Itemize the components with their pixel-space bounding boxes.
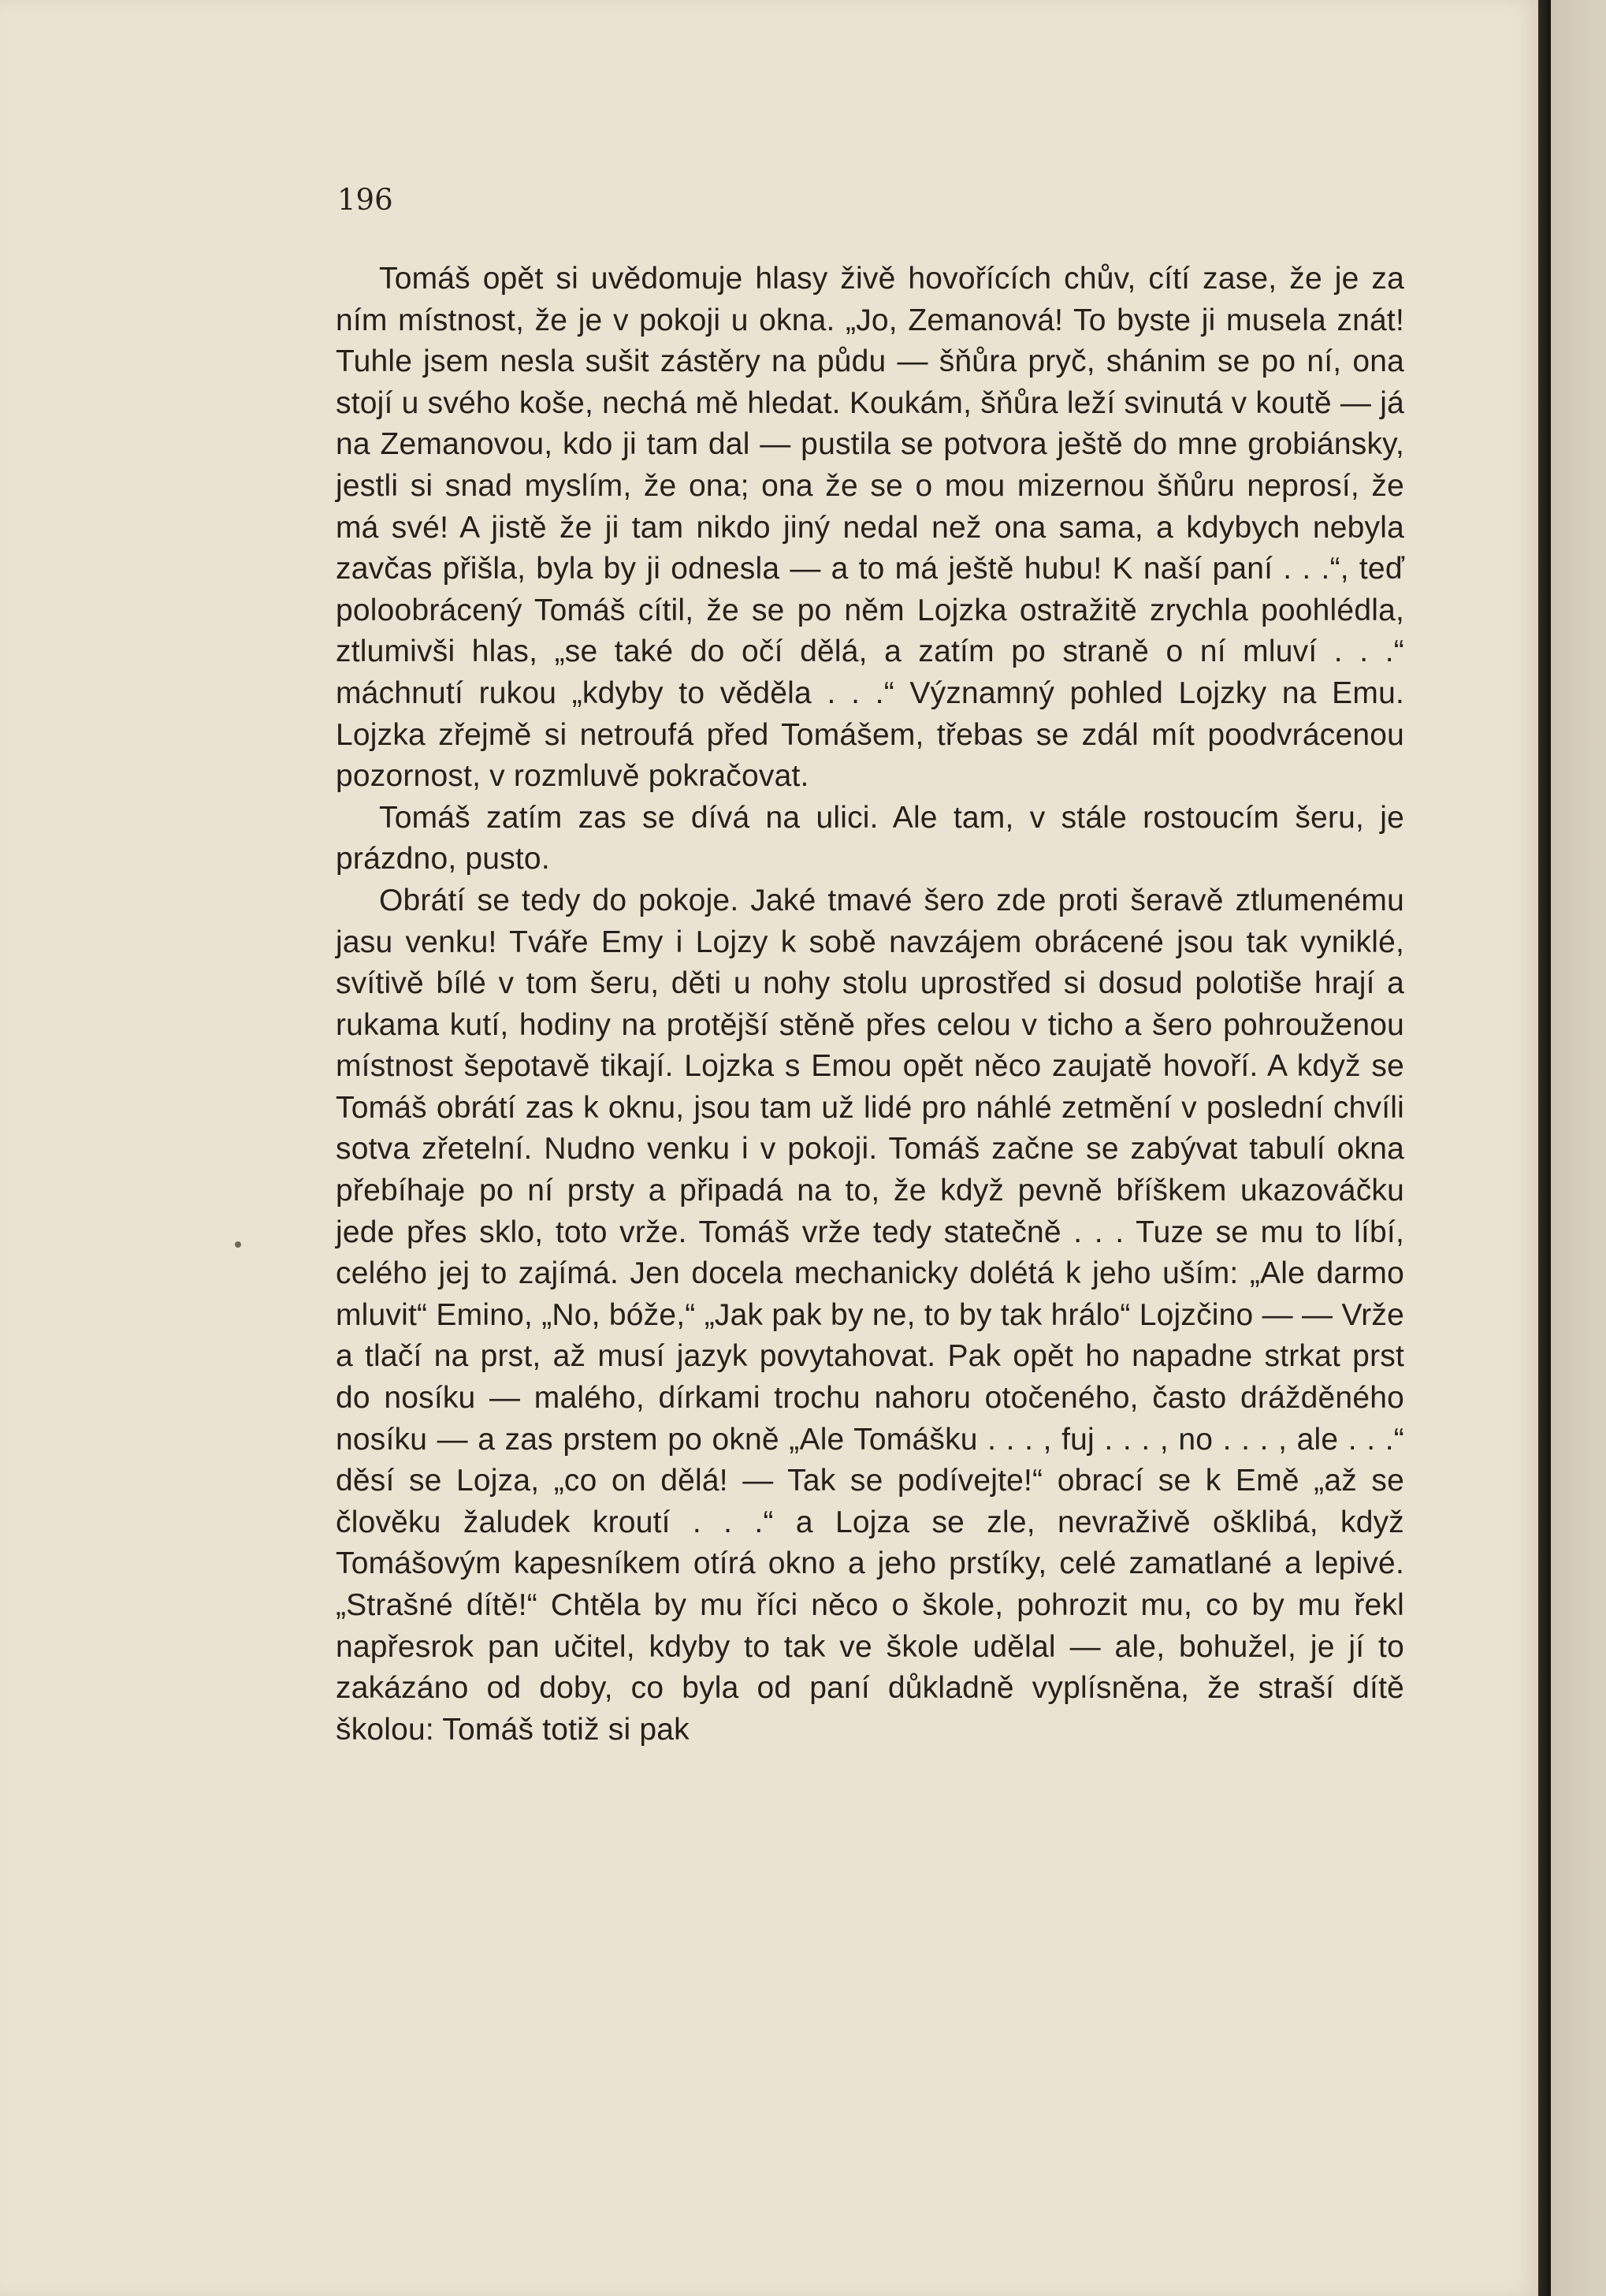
margin-speck (235, 1241, 241, 1248)
paragraph: Obrátí se tedy do pokoje. Jaké tmavé šero zde proti šeravě ztlumenému jasu venku! Tváře Emy i Lojzy k sobě navzájem obrácené jsou tak vyniklé, svítivě bílé v tom šeru, děti u nohy stolu uprostřed si dosud polotiše hrají a rukama kutí, hodiny na protější stěně přes celou v ticho a šero pohrouženou místnost šepotavě tikají. Lojzka s Emou opět něco zaujatě hovoří. A když se Tomáš obrátí zas k oknu, jsou tam už lidé pro náhlé zetmění v poslední chvíli sotva zřetelní. Nudno venku i v pokoji. Tomáš začne se zabývat tabulí okna přebíhaje po ní prsty a připadá na to, že když pevně bříškem ukazováčku jede přes sklo, toto vrže. Tomáš vrže tedy statečně . . . Tuze se mu to líbí, celého jej to zajímá. Jen docela mechanicky dolétá k jeho uším: „Ale darmo mluvit“ Emino, „No, bóže,“ „Jak pak by ne, to by tak hrálo“ Lojzčino — — Vrže a tlačí na prst, až musí jazyk povytahovat. Pak opět ho napadne strkat prst do nosíku — malého, dírkami trochu nahoru otočeného, často drážděného nosíku — a zas prstem po okně „Ale Tomášku . . . , fuj . . . , no . . . , ale . . .“ děsí se Lojza, „co on dělá! — Tak se podívejte!“ obrací se k Emě „až se člověku žaludek kroutí . . .“ a Lojza se zle, nevraživě ošklibá, když Tomášovým kapesníkem otírá okno a jeho prstíky, celé zamatlané a lepivé. „Strašné dítě!“ Chtěla by mu říci něco o škole, pohrozit mu, co by mu řekl napřesrok pan učitel, kdyby to tak ve škole udělal — ale, bohužel, je jí to zakázáno od doby, co byla od paní důkladně vyplísněna, že straší dítě školou: Tomáš totiž si pak (336, 883, 1404, 1747)
page-number: 196 (337, 183, 393, 217)
paragraph: Tomáš zatím zas se dívá na ulici. Ale tam, v stále rostoucím šeru, je prázdno, pusto. (336, 800, 1404, 876)
book-edge (1551, 0, 1606, 2296)
book-spine-shadow (1538, 0, 1551, 2296)
body-text (336, 259, 1404, 1751)
paragraph: Tomáš opět si uvědomuje hlasy živě hovořících chův, cítí zase, že je za ním místnost, že je v pokoji u okna. „Jo, Zemanová! To byste ji musela znát! Tuhle jsem nesla sušit zástěry na půdu — šňůra pryč, shánim se po ní, ona stojí u svého koše, nechá mě hledat. Koukám, šňůra leží svinutá v koutě — já na Zemanovou, kdo ji tam dal — pustila se potvora ještě do mne grobiánsky, jestli si snad myslím, že ona; ona že se o mou mizernou šňůru neprosí, že má své! A jistě že ji tam nikdo jiný nedal než ona sama, a kdybych nebyla zavčas přišla, byla by ji odnesla — a to má ještě hubu! K naší paní . . .“, teď poloobrácený Tomáš cítil, že se po něm Lojzka ostražitě zrychla poohlédla, ztlumivši hlas, „se také do očí dělá, a zatím po straně o ní mluví . . .“ máchnutí rukou „kdyby to věděla . . .“ Významný pohled Lojzky na Emu. Lojzka zřejmě si netroufá před Tomášem, třebas se zdál mít poodvrácenou pozornost, v rozmluvě pokračovat. (336, 262, 1404, 794)
